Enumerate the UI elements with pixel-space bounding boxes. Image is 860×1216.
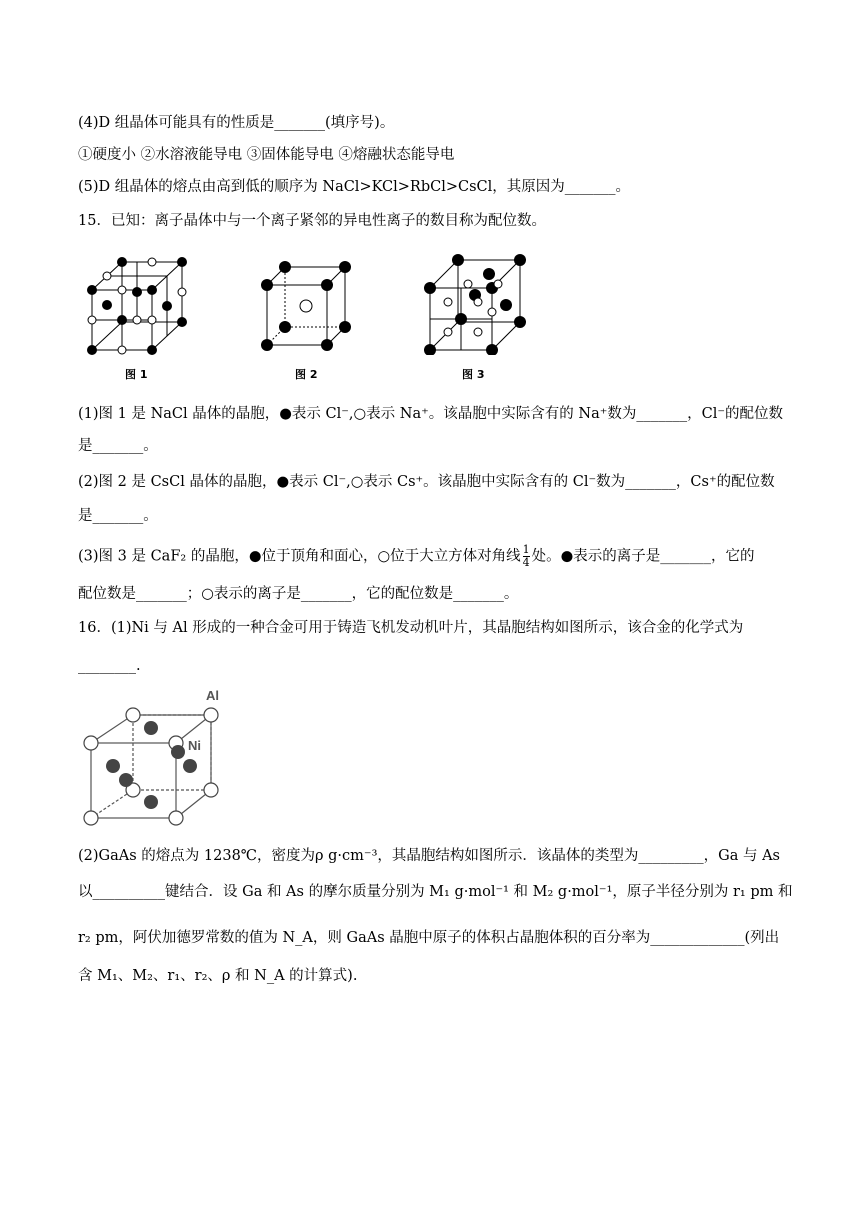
q15-part3-text-b: 处。●表示的离子是_______，它的 xyxy=(531,548,755,565)
figure-1-caption: 图 1 xyxy=(125,368,148,381)
figure-ni-al-cell xyxy=(78,684,228,829)
q16-part2-cont2: r₂ pm，阿伏加德罗常数的值为 N_A，则 GaAs 晶胞中原子的体积占晶胞体积的百分率为_____________(列出 xyxy=(78,930,780,946)
label-al: Al xyxy=(206,688,219,703)
q15-stem: 15．已知：离子晶体中与一个离子紧邻的异电性离子的数目称为配位数。 xyxy=(78,213,546,229)
fraction-numerator: 1 xyxy=(522,543,530,556)
q14-part4-options: ①硬度小 ②水溶液能导电 ③固体能导电 ④熔融状态能导电 xyxy=(78,147,455,163)
q16-part1: 16．(1)Ni 与 Al 形成的一种合金可用于铸造飞机发动机叶片，其晶胞结构如图所示，该合金的化学式为 xyxy=(78,620,744,636)
q15-part1: (1)图 1 是 NaCl 晶体的晶胞，●表示 Cl⁻,○表示 Na⁺。该晶胞中实际含有的 Na⁺数为_______，Cl⁻的配位数 xyxy=(78,406,783,422)
q16-part2: (2)GaAs 的熔点为 1238℃，密度为ρ g·cm⁻³，其晶胞结构如图所示．该晶体的类型为_________，Ga 与 As xyxy=(78,848,780,864)
q15-part2-cont: 是_______。 xyxy=(78,508,158,524)
q15-part1-cont: 是_______。 xyxy=(78,438,158,454)
figure-3-caption: 图 3 xyxy=(462,368,485,381)
q15-part3-cont: 配位数是_______；○表示的离子是_______，它的配位数是_______。 xyxy=(78,586,519,602)
fraction-one-quarter xyxy=(523,544,530,569)
q15-part3-text-a: (3)图 3 是 CaF₂ 的晶胞，●位于顶角和面心，○位于大立方体对角线 xyxy=(78,548,521,565)
label-ni: Ni xyxy=(188,738,201,753)
q14-part4: (4)D 组晶体可能具有的性质是_______(填序号)。 xyxy=(78,115,395,131)
figure-3-caf2 xyxy=(420,250,530,355)
figure-2-cscl xyxy=(255,255,355,355)
q16-part1-cont: ________. xyxy=(78,658,141,674)
q16-part2-cont1: 以__________键结合．设 Ga 和 As 的摩尔质量分别为 M₁ g·mol⁻¹ 和 M₂ g·mol⁻¹，原子半径分别为 r₁ pm 和 xyxy=(78,884,793,900)
q14-part5: (5)D 组晶体的熔点由高到低的顺序为 NaCl>KCl>RbCl>CsCl，其原因为_______。 xyxy=(78,179,631,195)
q15-part2: (2)图 2 是 CsCl 晶体的晶胞，●表示 Cl⁻,○表示 Cs⁺。该晶胞中实际含有的 Cl⁻数为_______，Cs⁺的配位数 xyxy=(78,474,775,490)
fraction-denominator: 4 xyxy=(522,556,530,569)
q16-part2-cont3: 含 M₁、M₂、r₁、r₂、ρ 和 N_A 的计算式). xyxy=(78,968,358,984)
q15-part3 xyxy=(78,544,755,569)
figure-2-caption: 图 2 xyxy=(295,368,318,381)
figure-1-nacl xyxy=(80,250,195,355)
